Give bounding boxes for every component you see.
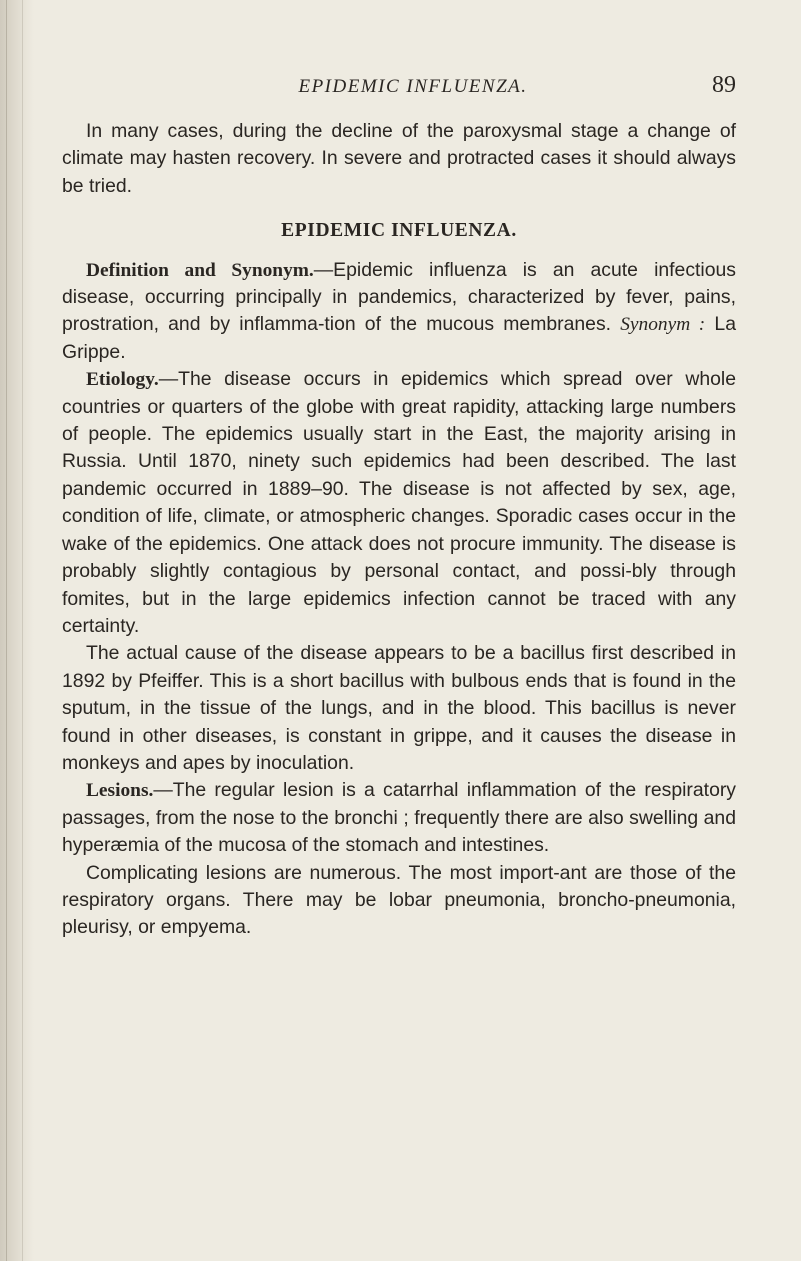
book-page (62, 70, 736, 942)
complicating-paragraph: Complicating lesions are numerous. The most import-ant are those of the respiratory organs. There may be lobar pneumonia, broncho-pneumonia, pleurisy, or empyema. (62, 861, 736, 939)
body-text (62, 118, 736, 942)
running-head (62, 70, 736, 106)
lesions-text: —The regular lesion is a catarrhal inflammation of the respiratory passages, from the nose to the bronchi ; frequently there are also swelling and hyperæmia of the mucosa of the stomach and intestines. (62, 779, 736, 857)
definition-label: Definition and Synonym. (86, 259, 314, 281)
running-title: EPIDEMIC INFLUENZA. (298, 76, 528, 97)
synonym-value: La Grippe. (62, 313, 736, 363)
lesions-label: Lesions. (86, 780, 154, 802)
intro-paragraph: In many cases, during the decline of the paroxysmal stage a change of climate may hasten recovery. In severe and protracted cases it should always be tried. (62, 120, 736, 197)
synonym-label: Synonym : (620, 314, 706, 336)
definition-text: —Epidemic influenza is an acute infectious disease, occurring principally in pandemics, characterized by fever, pains, prostration, and by inflamma-tion of the mucous membranes. (62, 258, 736, 336)
etiology-text: —The disease occurs in epidemics which spread over whole countries or quarters of the globe with great rapidity, attacking large numbers of people. The epidemics usually start in the East, the majority arising in Russia. Until 1870, ninety such epidemics had been described. The last pandemic occurred in 1889–90. The disease is not affected by sex, age, condition of life, climate, or atmospheric changes. Sporadic cases occur in the wake of the epidemics. One attack does not procure immunity. The disease is probably slightly contagious by personal contact, and possi-bly through fomites, but in the large epidemics infection cannot be traced with any certainty. (62, 368, 736, 637)
gutter-fold-line (22, 0, 23, 1261)
definition-paragraph (62, 257, 736, 367)
cause-paragraph: The actual cause of the disease appears to be a bacillus first described in 1892 by Pfeiffer. This is a short bacillus with bulbous ends that is found in the sputum, in the tissue of the lungs, and in the blood. This bacillus is never found in other diseases, is constant in grippe, and it causes the disease in monkeys and apes by inoculation. (62, 642, 736, 774)
etiology-paragraph (62, 366, 736, 640)
page-number: 89 (712, 72, 736, 98)
section-heading: EPIDEMIC INFLUENZA. (281, 220, 517, 242)
etiology-label: Etiology. (86, 369, 159, 391)
gutter-fold-line (6, 0, 7, 1261)
lesions-paragraph (62, 777, 736, 859)
